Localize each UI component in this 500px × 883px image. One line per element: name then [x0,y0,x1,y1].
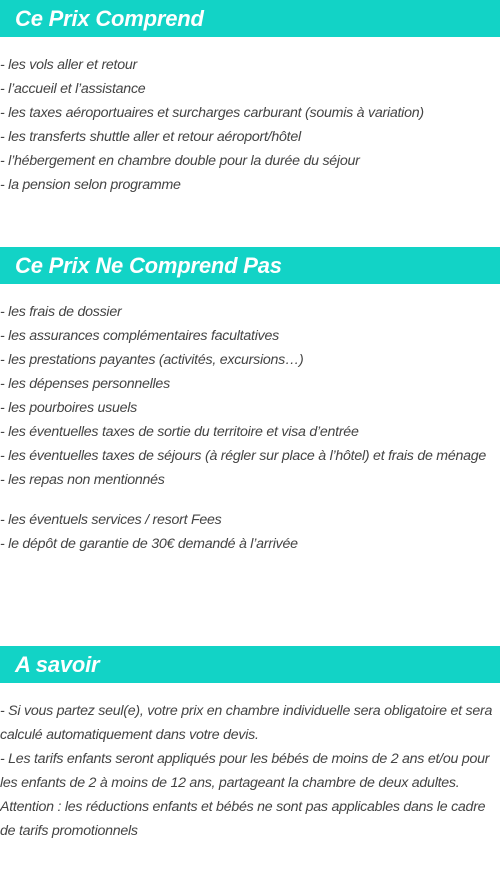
list-item: - les repas non mentionnés [0,472,165,488]
section-header-excluded [0,247,500,284]
list-item: - les transferts shuttle aller et retour aéroport/hôtel [0,129,301,145]
list-item: - les pourboires usuels [0,400,137,416]
list-item: - le dépôt de garantie de 30€ demandé à l’arrivée [0,536,298,552]
list-item: - les taxes aéroportuaires et surcharges carburant (soumis à variation) [0,105,424,121]
list-item: - les assurances complémentaires facultatives [0,328,279,344]
info-paragraph-single-supplement: - Si vous partez seul(e), votre prix en chambre individuelle sera obligatoire et sera calculé automatiquement dans votre devis. [0,703,493,743]
list-item: - l’hébergement en chambre double pour la durée du séjour [0,153,360,169]
section-title-excluded: Ce Prix Ne Comprend Pas [15,252,282,278]
list-item: - les prestations payantes (activités, excursions…) [0,352,304,368]
list-item: - les frais de dossier [0,304,122,320]
list-item: - l’accueil et l’assistance [0,81,146,97]
list-item: - les dépenses personnelles [0,376,170,392]
list-item: - la pension selon programme [0,177,181,193]
section-title-info: A savoir [15,651,100,677]
excluded-list [0,300,500,492]
info-paragraph-child-rates: - Les tarifs enfants seront appliqués pour les bébés de moins de 2 ans et/ou pour les enfants de 2 à moins de 12 ans, partageant la chambre de deux adultes. [0,751,490,791]
section-title-included: Ce Prix Comprend [15,5,204,31]
section-header-included [0,0,500,37]
info-paragraph-attention: Attention : les réductions enfants et bébés ne sont pas applicables dans le cadre de tarifs promotionnels [0,799,486,839]
list-item: - les éventuelles taxes de séjours (à régler sur place à l’hôtel) et frais de ménage [0,448,487,464]
excluded-extra-list [0,508,500,556]
included-list [0,53,500,197]
section-header-info [0,646,500,683]
list-item: - les éventuelles taxes de sortie du territoire et visa d’entrée [0,424,359,440]
list-item: - les éventuels services / resort Fees [0,512,222,528]
list-item: - les vols aller et retour [0,57,138,73]
